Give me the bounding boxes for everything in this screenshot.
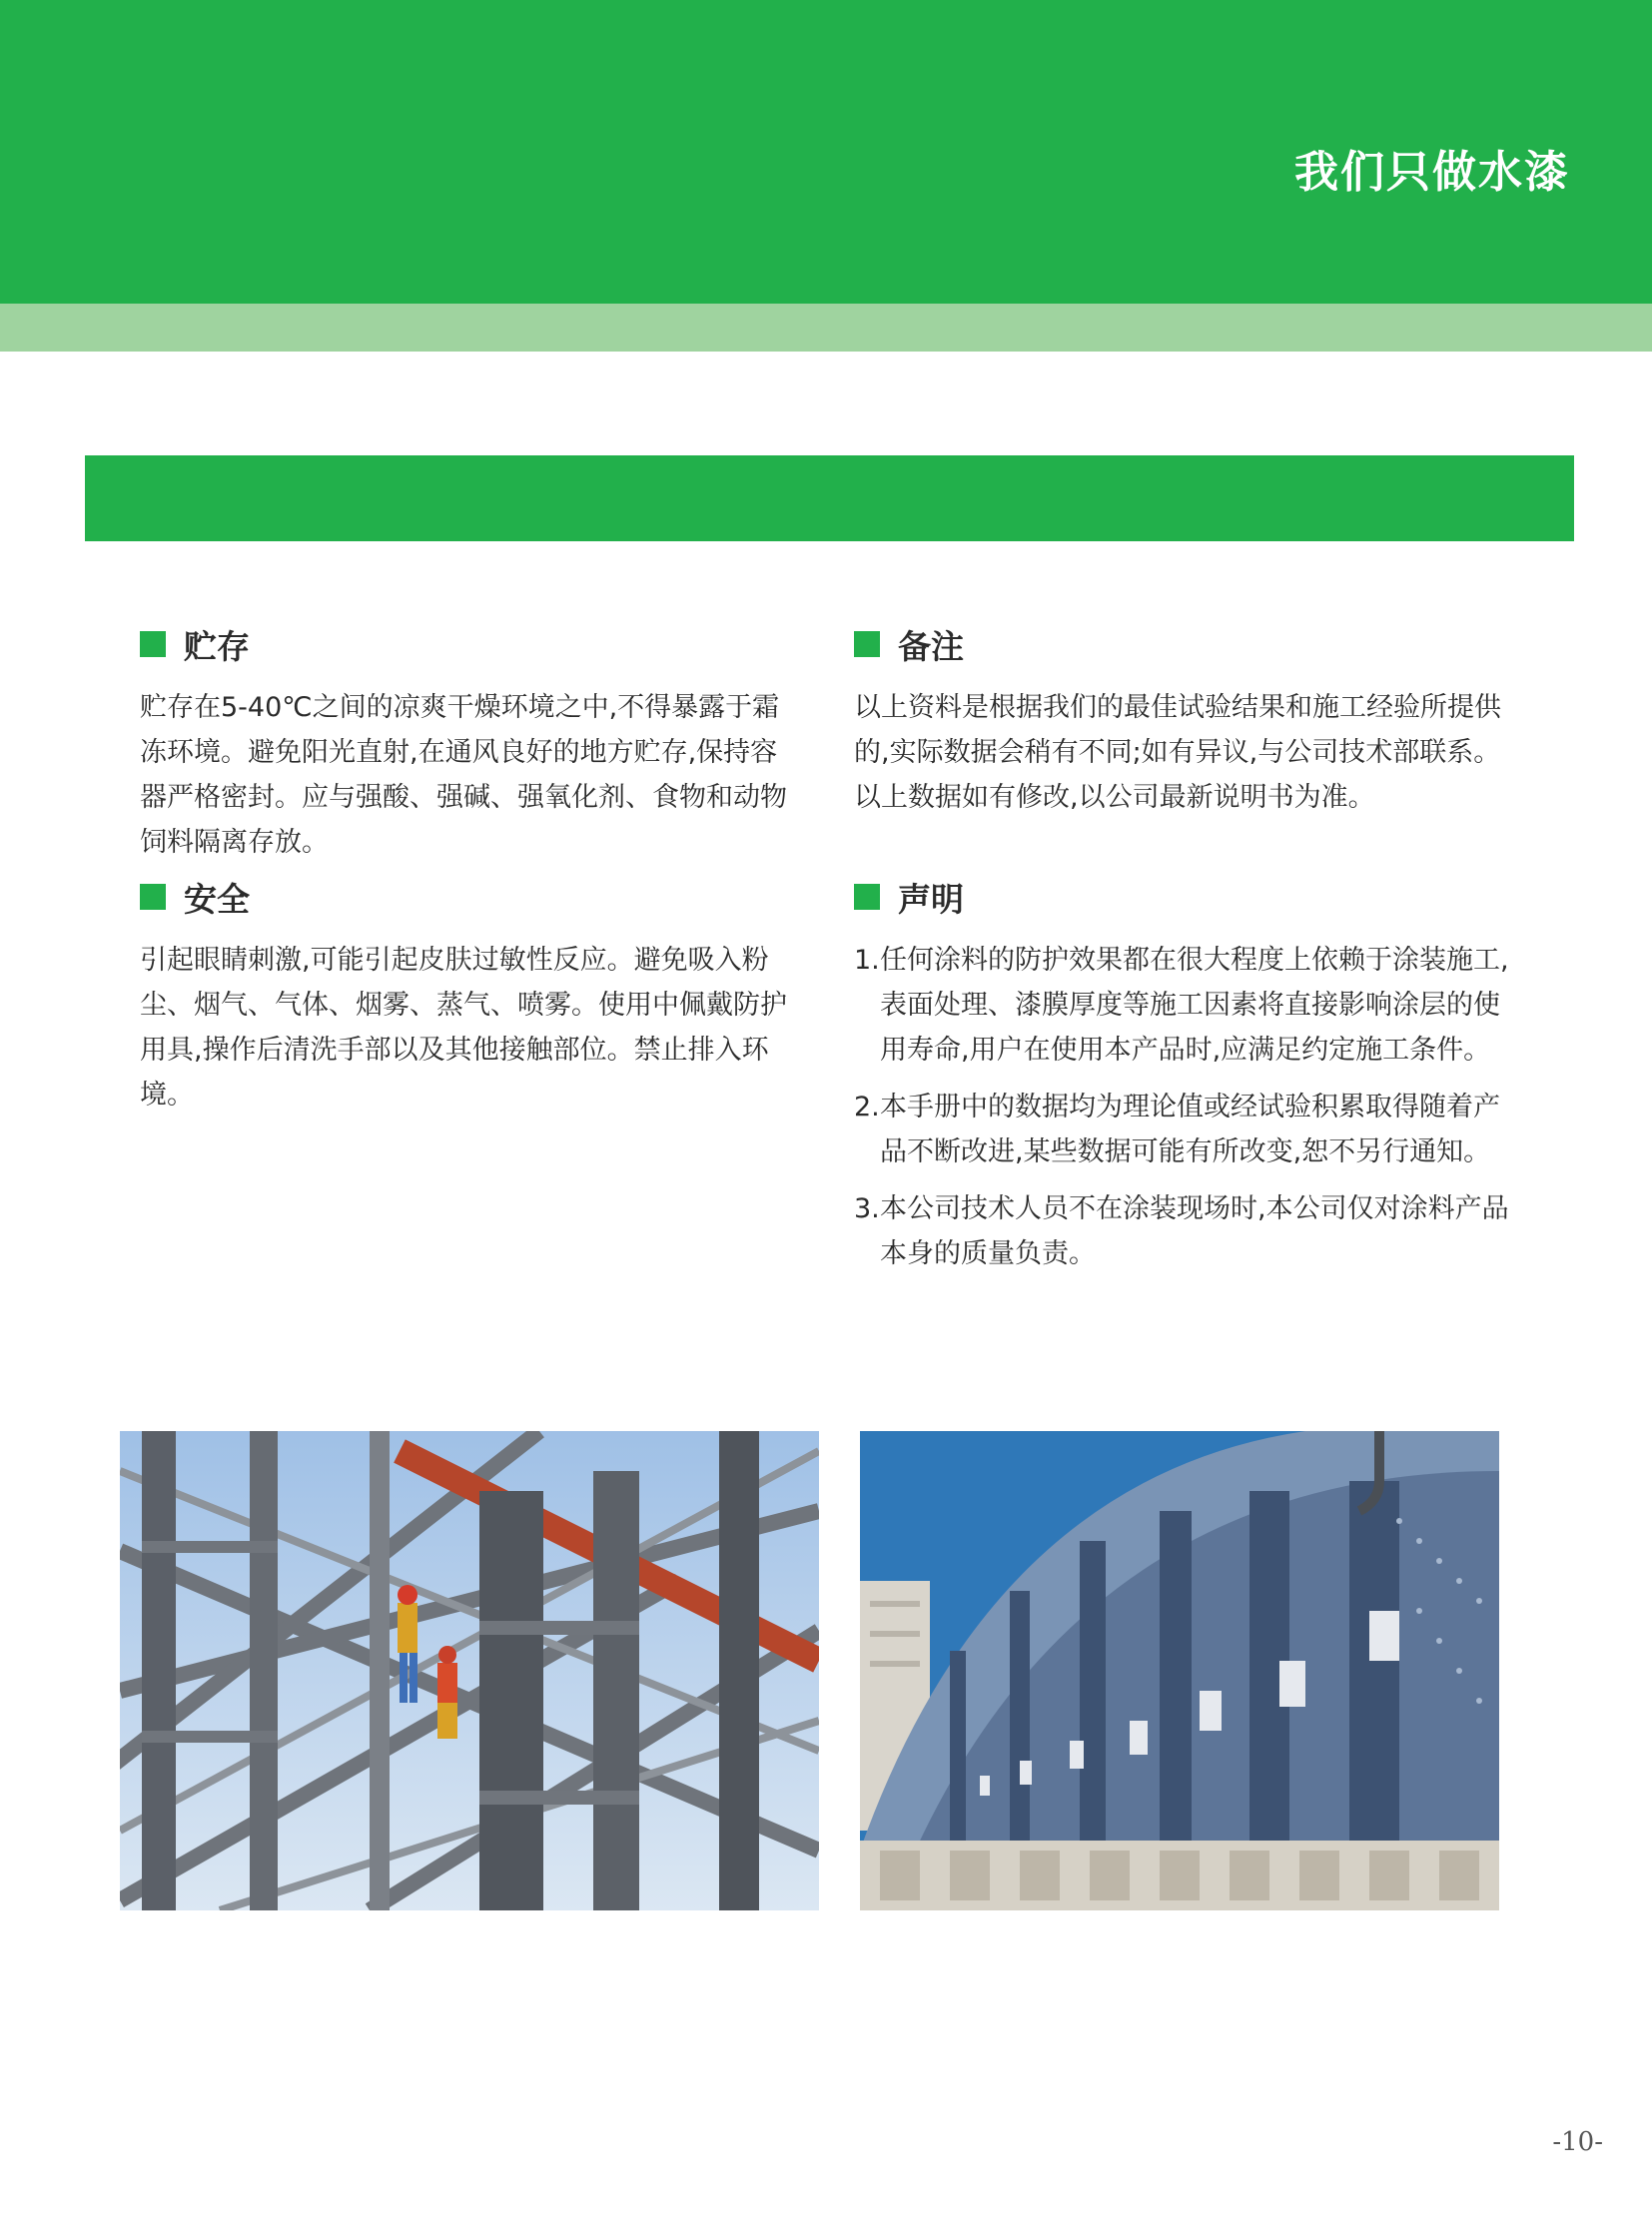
list-item xyxy=(854,1085,1513,1174)
remarks-title: 备注 xyxy=(898,626,964,666)
statement-list xyxy=(854,938,1513,1276)
list-item-text: 本手册中的数据均为理论值或经试验积累取得随着产品不断改进,某些数据可能有所改变,恕不另行通知。 xyxy=(880,1092,1500,1167)
list-item-text: 本公司技术人员不在涂装现场时,本公司仅对涂料产品本身的质量负责。 xyxy=(880,1193,1509,1269)
statement-title: 声明 xyxy=(898,879,964,919)
header-strip xyxy=(0,304,1652,352)
remarks-body: 以上资料是根据我们的最佳试验结果和施工经验所提供的,实际数据会稍有不同;如有异议,与公司技术部联系。以上数据如有修改,以公司最新说明书为准。 xyxy=(854,692,1501,813)
storage-title: 贮存 xyxy=(184,626,250,666)
list-item-number: 1. xyxy=(854,945,880,976)
green-square-icon xyxy=(854,884,880,910)
page-number: -10- xyxy=(1552,2127,1603,2157)
safety-body: 引起眼睛刺激,可能引起皮肤过敏性反应。避免吸入粉尘、烟气、气体、烟雾、蒸气、喷雾。使用中佩戴防护用具,操作后清洗手部以及其他接触部位。禁止排入环境。 xyxy=(140,945,787,1111)
green-square-icon xyxy=(854,631,880,657)
safety-title: 安全 xyxy=(184,879,250,919)
remarks-section xyxy=(854,619,1513,820)
storage-section xyxy=(140,619,799,865)
statement-heading xyxy=(854,872,1513,922)
green-square-icon xyxy=(140,631,166,657)
steel-structure-photo xyxy=(120,1431,819,1910)
list-item-text: 任何涂料的防护效果都在很大程度上依赖于涂装施工,表面处理、漆膜厚度等施工因素将直接影响涂层的使用寿命,用户在使用本产品时,应满足约定施工条件。 xyxy=(880,945,1509,1066)
header-band xyxy=(0,0,1652,304)
header-slogan: 我们只做水漆 xyxy=(1294,147,1570,198)
statement-section xyxy=(854,872,1513,1288)
remarks-heading xyxy=(854,619,1513,669)
section-bar xyxy=(85,455,1574,541)
list-item xyxy=(854,1186,1513,1276)
list-item-number: 3. xyxy=(854,1193,880,1224)
list-item xyxy=(854,938,1513,1073)
storage-heading xyxy=(140,619,799,669)
safety-section xyxy=(140,872,799,1118)
storage-body: 贮存在5-40℃之间的凉爽干燥环境之中,不得暴露于霜冻环境。避免阳光直射,在通风良好的地方贮存,保持容器严格密封。应与强酸、强碱、强氧化剂、食物和动物饲料隔离存放。 xyxy=(140,692,787,858)
safety-heading xyxy=(140,872,799,922)
arch-bridge-photo xyxy=(860,1431,1499,1910)
green-square-icon xyxy=(140,884,166,910)
list-item-number: 2. xyxy=(854,1092,880,1122)
